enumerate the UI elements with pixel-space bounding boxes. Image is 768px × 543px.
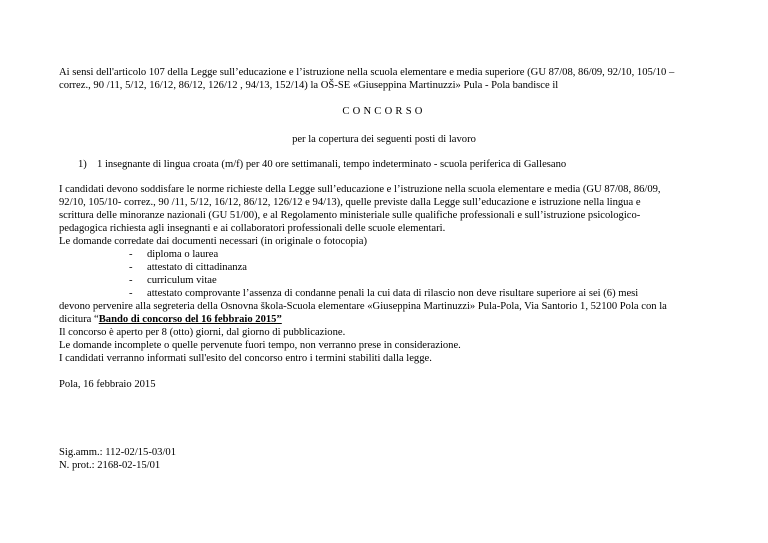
reference-number: Sig.amm.: 112-02/15-03/01 [59,447,177,458]
closing-line: I candidati verranno informati sull'esito del concorso entro i termini stabiliti dalla legge. [59,353,432,364]
list-item: attestato di cittadinanza [147,262,248,273]
requirements-line: I candidati devono soddisfare le norme richieste della Legge sull’educazione e l’istruzione nella scuola elementare e media (GU 87/08, 86/09, [59,184,661,195]
documents-intro: Le domande corredate dai documenti necessari (in originale o fotocopia) [59,236,367,247]
date-line: Pola, 16 febbraio 2015 [59,379,156,390]
list-bullet: - [129,262,133,273]
position-number: 1) [78,159,87,170]
submission-prefix: dicitura “ [59,314,99,325]
document-subtitle: per la copertura dei seguenti posti di lavoro [292,134,476,145]
position-text: 1 insegnante di lingua croata (m/f) per 40 ore settimanali, tempo indeterminato - scuola periferica di Gallesano [97,159,567,170]
list-bullet: - [129,288,133,299]
intro-line-2: correz., 90 /11, 5/12, 16/12, 86/12, 126/12 , 94/13, 152/14) la OŠ-SE «Giuseppina Martinuzzi» Pula - Pola bandisce il [59,80,559,91]
list-item: diploma o laurea [147,249,219,260]
bando-title: Bando di concorso del 16 febbraio 2015” [98,314,282,325]
submission-line-2 [59,313,709,326]
document-title: CONCORSO [342,106,426,117]
list-item: attestato comprovante l’assenza di condanne penali la cui data di rilascio non deve risultare superiore ai sei (6) mesi [147,288,639,299]
list-item: curriculum vitae [147,275,217,286]
list-bullet: - [129,249,133,260]
closing-line: Le domande incomplete o quelle pervenute fuori tempo, non verranno prese in considerazione. [59,340,461,351]
requirements-line: scrittura delle minoranze nazionali (GU 51/00), e al Regolamento ministeriale sulle qualifiche professionali e sull’istruzione psicologico- [59,210,641,221]
requirements-line: pedagogica richiesta agli insegnanti e ai collaboratori professionali delle scuole elementari. [59,223,446,234]
protocol-number: N. prot.: 2168-02-15/01 [59,460,161,471]
intro-line-1: Ai sensi dell'articolo 107 della Legge sull’educazione e l’istruzione nella scuola elementare e media superiore (GU 87/08, 86/09, 92/10, 105/10 – [59,67,675,78]
requirements-line: 92/10, 105/10- correz., 90 /11, 5/12, 16/12, 86/12, 126/12 e 94/13), quelle previste dalla Legge sull’educazione e istruzione nella lingua e [59,197,641,208]
list-bullet: - [129,275,133,286]
closing-line: Il concorso è aperto per 8 (otto) giorni, dal giorno di pubblicazione. [59,327,346,338]
submission-line-1: devono pervenire alla segreteria della Osnovna škola-Scuola elementare «Giuseppina Martinuzzi» Pula-Pola, Via Santorio 1, 52100 Pola con la [59,301,667,312]
